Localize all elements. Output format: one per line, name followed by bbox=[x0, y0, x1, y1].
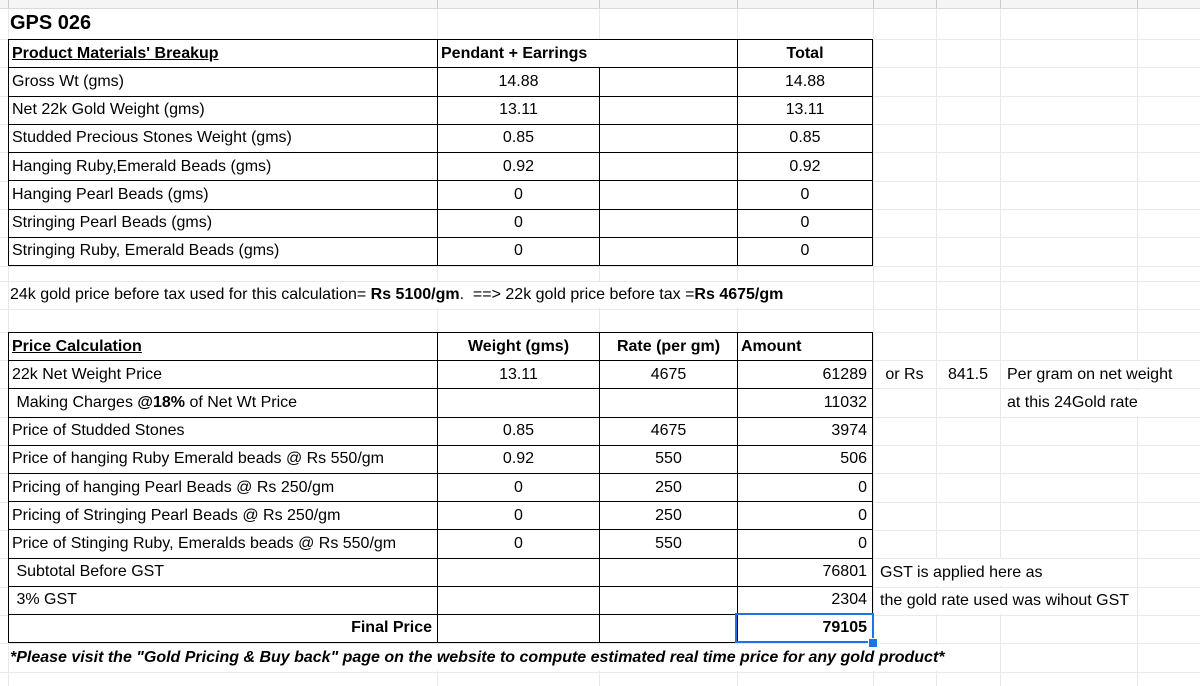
row-label-cell[interactable] bbox=[9, 559, 438, 586]
gst-note-line2-cell[interactable]: the gold rate used was wihout GST bbox=[880, 588, 1129, 614]
gridline-horizontal bbox=[0, 266, 1200, 267]
value-cell[interactable]: 0 bbox=[438, 210, 600, 237]
empty-cell[interactable] bbox=[600, 181, 738, 208]
note-text: 24k gold price before tax used for this calculation= bbox=[10, 286, 371, 303]
selected-cell-outline[interactable] bbox=[735, 613, 874, 643]
amount-cell[interactable]: 2304 bbox=[831, 591, 867, 609]
rate-cell[interactable]: 250 bbox=[600, 502, 738, 529]
gridline-vertical bbox=[873, 8, 874, 686]
column-header-tick bbox=[8, 0, 9, 8]
empty-cell[interactable] bbox=[600, 615, 738, 642]
gridline-horizontal bbox=[0, 309, 1200, 310]
label-text: Pricing of Stringing Pearl Beads @ Rs 250/gm bbox=[12, 506, 341, 524]
table-row bbox=[9, 153, 872, 181]
amount-cell[interactable]: 0 bbox=[858, 534, 867, 552]
amount-cell[interactable]: 0 bbox=[858, 506, 867, 524]
table-row bbox=[9, 559, 872, 587]
row-label-cell[interactable] bbox=[9, 502, 438, 529]
rate-cell[interactable] bbox=[600, 587, 738, 614]
table-row bbox=[9, 333, 872, 361]
row-label-cell[interactable] bbox=[9, 389, 438, 416]
row-label-cell[interactable]: Studded Precious Stones Weight (gms) bbox=[9, 125, 438, 152]
total-cell[interactable]: 0 bbox=[800, 214, 810, 232]
label-text: 22k Net Weight Price bbox=[12, 365, 162, 383]
row-label-cell[interactable]: Hanging Ruby,Emerald Beads (gms) bbox=[9, 153, 438, 180]
amount-cell[interactable]: 3974 bbox=[831, 422, 867, 440]
or-rs-cell[interactable]: or Rs bbox=[885, 365, 924, 383]
row-label-cell[interactable] bbox=[9, 418, 438, 445]
row-label-cell[interactable]: Net 22k Gold Weight (gms) bbox=[9, 97, 438, 124]
final-price-amount-cell[interactable]: 79105 bbox=[822, 619, 867, 637]
label-text: of Net Wt Price bbox=[185, 393, 298, 411]
value-cell[interactable]: 0.85 bbox=[438, 125, 600, 152]
table-row bbox=[9, 125, 872, 153]
empty-cell[interactable] bbox=[600, 210, 738, 237]
total-cell[interactable]: 0.85 bbox=[789, 129, 821, 147]
empty-cell[interactable] bbox=[438, 615, 600, 642]
table-row bbox=[9, 389, 872, 417]
weight-cell[interactable]: 0 bbox=[438, 530, 600, 557]
label-text: Making Charges bbox=[12, 393, 138, 411]
gridline-horizontal bbox=[0, 643, 1200, 644]
table-row bbox=[9, 40, 872, 68]
rate-cell[interactable] bbox=[600, 559, 738, 586]
column-header-tick bbox=[1137, 0, 1138, 8]
materials-header-label-cell[interactable]: Product Materials' Breakup bbox=[9, 40, 438, 67]
column-header-tick bbox=[737, 0, 738, 8]
column-header-strip bbox=[0, 0, 1200, 9]
weight-cell[interactable]: 0.85 bbox=[438, 418, 600, 445]
amount-cell[interactable]: 0 bbox=[858, 478, 867, 496]
price-header-label-cell[interactable]: Price Calculation bbox=[9, 333, 438, 360]
rate-cell[interactable]: 550 bbox=[600, 530, 738, 557]
table-row bbox=[9, 502, 872, 530]
gold-rate-note[interactable] bbox=[10, 282, 783, 308]
label-text: Price of Stinging Ruby, Emeralds beads @ Rs 550/gm bbox=[12, 534, 397, 552]
row-label-cell[interactable] bbox=[9, 474, 438, 501]
table-row bbox=[9, 68, 872, 96]
column-header-tick bbox=[437, 0, 438, 8]
footer-note[interactable]: *Please visit the "Gold Pricing & Buy back" page on the website to compute estimated real time price for any gold product* bbox=[10, 645, 945, 671]
value-cell[interactable]: 0 bbox=[438, 238, 600, 265]
materials-header-group-cell[interactable]: Pendant + Earrings bbox=[438, 40, 738, 67]
price-header-rate-cell[interactable]: Rate (per gm) bbox=[600, 333, 738, 360]
amount-cell[interactable]: 61289 bbox=[822, 365, 867, 383]
row-label-cell[interactable]: Stringing Ruby, Emerald Beads (gms) bbox=[9, 238, 438, 265]
weight-cell[interactable]: 0.92 bbox=[438, 446, 600, 473]
label-text: Price of Studded Stones bbox=[12, 422, 185, 440]
note-text: . ==> 22k gold price before tax = bbox=[459, 286, 695, 303]
gridline-horizontal bbox=[0, 672, 1200, 673]
label-text: 3% GST bbox=[12, 591, 77, 609]
price-header-weight-cell[interactable]: Weight (gms) bbox=[438, 333, 600, 360]
column-header-tick bbox=[599, 0, 600, 8]
row-label-cell[interactable]: Hanging Pearl Beads (gms) bbox=[9, 181, 438, 208]
label-text: Price of hanging Ruby Emerald beads @ Rs 550/gm bbox=[12, 450, 384, 468]
total-cell[interactable]: 0.92 bbox=[789, 157, 821, 175]
table-row bbox=[9, 530, 872, 558]
row-label-cell[interactable] bbox=[9, 530, 438, 557]
label-text: Subtotal Before GST bbox=[12, 563, 165, 581]
sheet-title[interactable]: GPS 026 bbox=[10, 8, 99, 39]
weight-cell[interactable]: 0 bbox=[438, 502, 600, 529]
amount-cell[interactable]: 11032 bbox=[823, 393, 867, 411]
row-label-cell[interactable] bbox=[9, 446, 438, 473]
table-row bbox=[9, 587, 872, 615]
empty-cell[interactable] bbox=[600, 68, 738, 95]
value-cell[interactable]: 14.88 bbox=[438, 68, 600, 95]
table-row bbox=[9, 474, 872, 502]
rate-cell[interactable] bbox=[600, 389, 738, 416]
table-row bbox=[9, 418, 872, 446]
column-header-tick bbox=[936, 0, 937, 8]
rate-cell[interactable]: 4675 bbox=[600, 418, 738, 445]
total-cell[interactable]: 0 bbox=[800, 185, 810, 203]
value-cell[interactable]: 13.11 bbox=[438, 97, 600, 124]
weight-cell[interactable] bbox=[438, 389, 600, 416]
materials-header-total-cell[interactable]: Total bbox=[786, 44, 824, 62]
making-charge-per-gram-cell[interactable]: 841.5 bbox=[947, 365, 989, 383]
amount-cell[interactable]: 506 bbox=[840, 450, 867, 468]
table-row bbox=[9, 210, 872, 238]
fill-handle[interactable] bbox=[868, 638, 878, 648]
rate-cell[interactable]: 250 bbox=[600, 474, 738, 501]
final-price-label-cell[interactable]: Final Price bbox=[9, 615, 438, 642]
table-row bbox=[9, 97, 872, 125]
empty-cell[interactable] bbox=[600, 238, 738, 265]
gst-note-line1-cell[interactable]: GST is applied here as bbox=[880, 559, 1042, 586]
weight-cell[interactable] bbox=[438, 559, 600, 586]
price-header-amount-cell[interactable]: Amount bbox=[741, 337, 802, 355]
table-row bbox=[9, 446, 872, 474]
total-cell[interactable]: 14.88 bbox=[784, 72, 826, 90]
value-cell[interactable]: 0.92 bbox=[438, 153, 600, 180]
label-text: Pricing of hanging Pearl Beads @ Rs 250/gm bbox=[12, 478, 335, 496]
total-cell[interactable]: 13.11 bbox=[785, 101, 825, 119]
materials-table bbox=[8, 39, 873, 266]
table-row bbox=[9, 361, 872, 389]
label-bold-text: @18% bbox=[137, 393, 186, 411]
empty-cell[interactable] bbox=[600, 97, 738, 124]
weight-cell[interactable]: 0 bbox=[438, 474, 600, 501]
weight-cell[interactable] bbox=[438, 587, 600, 614]
empty-cell[interactable] bbox=[600, 153, 738, 180]
column-header-tick bbox=[873, 0, 874, 8]
rate-cell[interactable]: 550 bbox=[600, 446, 738, 473]
note-bold-22k-rate: Rs 4675/gm bbox=[694, 286, 784, 303]
rate-cell[interactable]: 4675 bbox=[600, 361, 738, 388]
value-cell[interactable]: 0 bbox=[438, 181, 600, 208]
total-cell[interactable]: 0 bbox=[800, 242, 810, 260]
column-header-tick bbox=[1000, 0, 1001, 8]
empty-cell[interactable] bbox=[600, 125, 738, 152]
gridline-vertical bbox=[1137, 8, 1138, 686]
amount-cell[interactable]: 76801 bbox=[822, 563, 867, 581]
weight-cell[interactable]: 13.11 bbox=[438, 361, 600, 388]
row-label-cell[interactable] bbox=[9, 361, 438, 388]
note-bold-24k-rate: Rs 5100/gm bbox=[370, 286, 460, 303]
row-label-cell[interactable]: Gross Wt (gms) bbox=[9, 68, 438, 95]
row-label-cell[interactable]: Stringing Pearl Beads (gms) bbox=[9, 210, 438, 237]
table-row bbox=[9, 181, 872, 209]
table-row bbox=[9, 238, 872, 265]
at-rate-note-cell[interactable]: at this 24Gold rate bbox=[1007, 390, 1138, 416]
price-calculation-table bbox=[8, 332, 873, 643]
per-gram-note-cell[interactable]: Per gram on net weight bbox=[1007, 361, 1172, 388]
row-label-cell[interactable] bbox=[9, 587, 438, 614]
